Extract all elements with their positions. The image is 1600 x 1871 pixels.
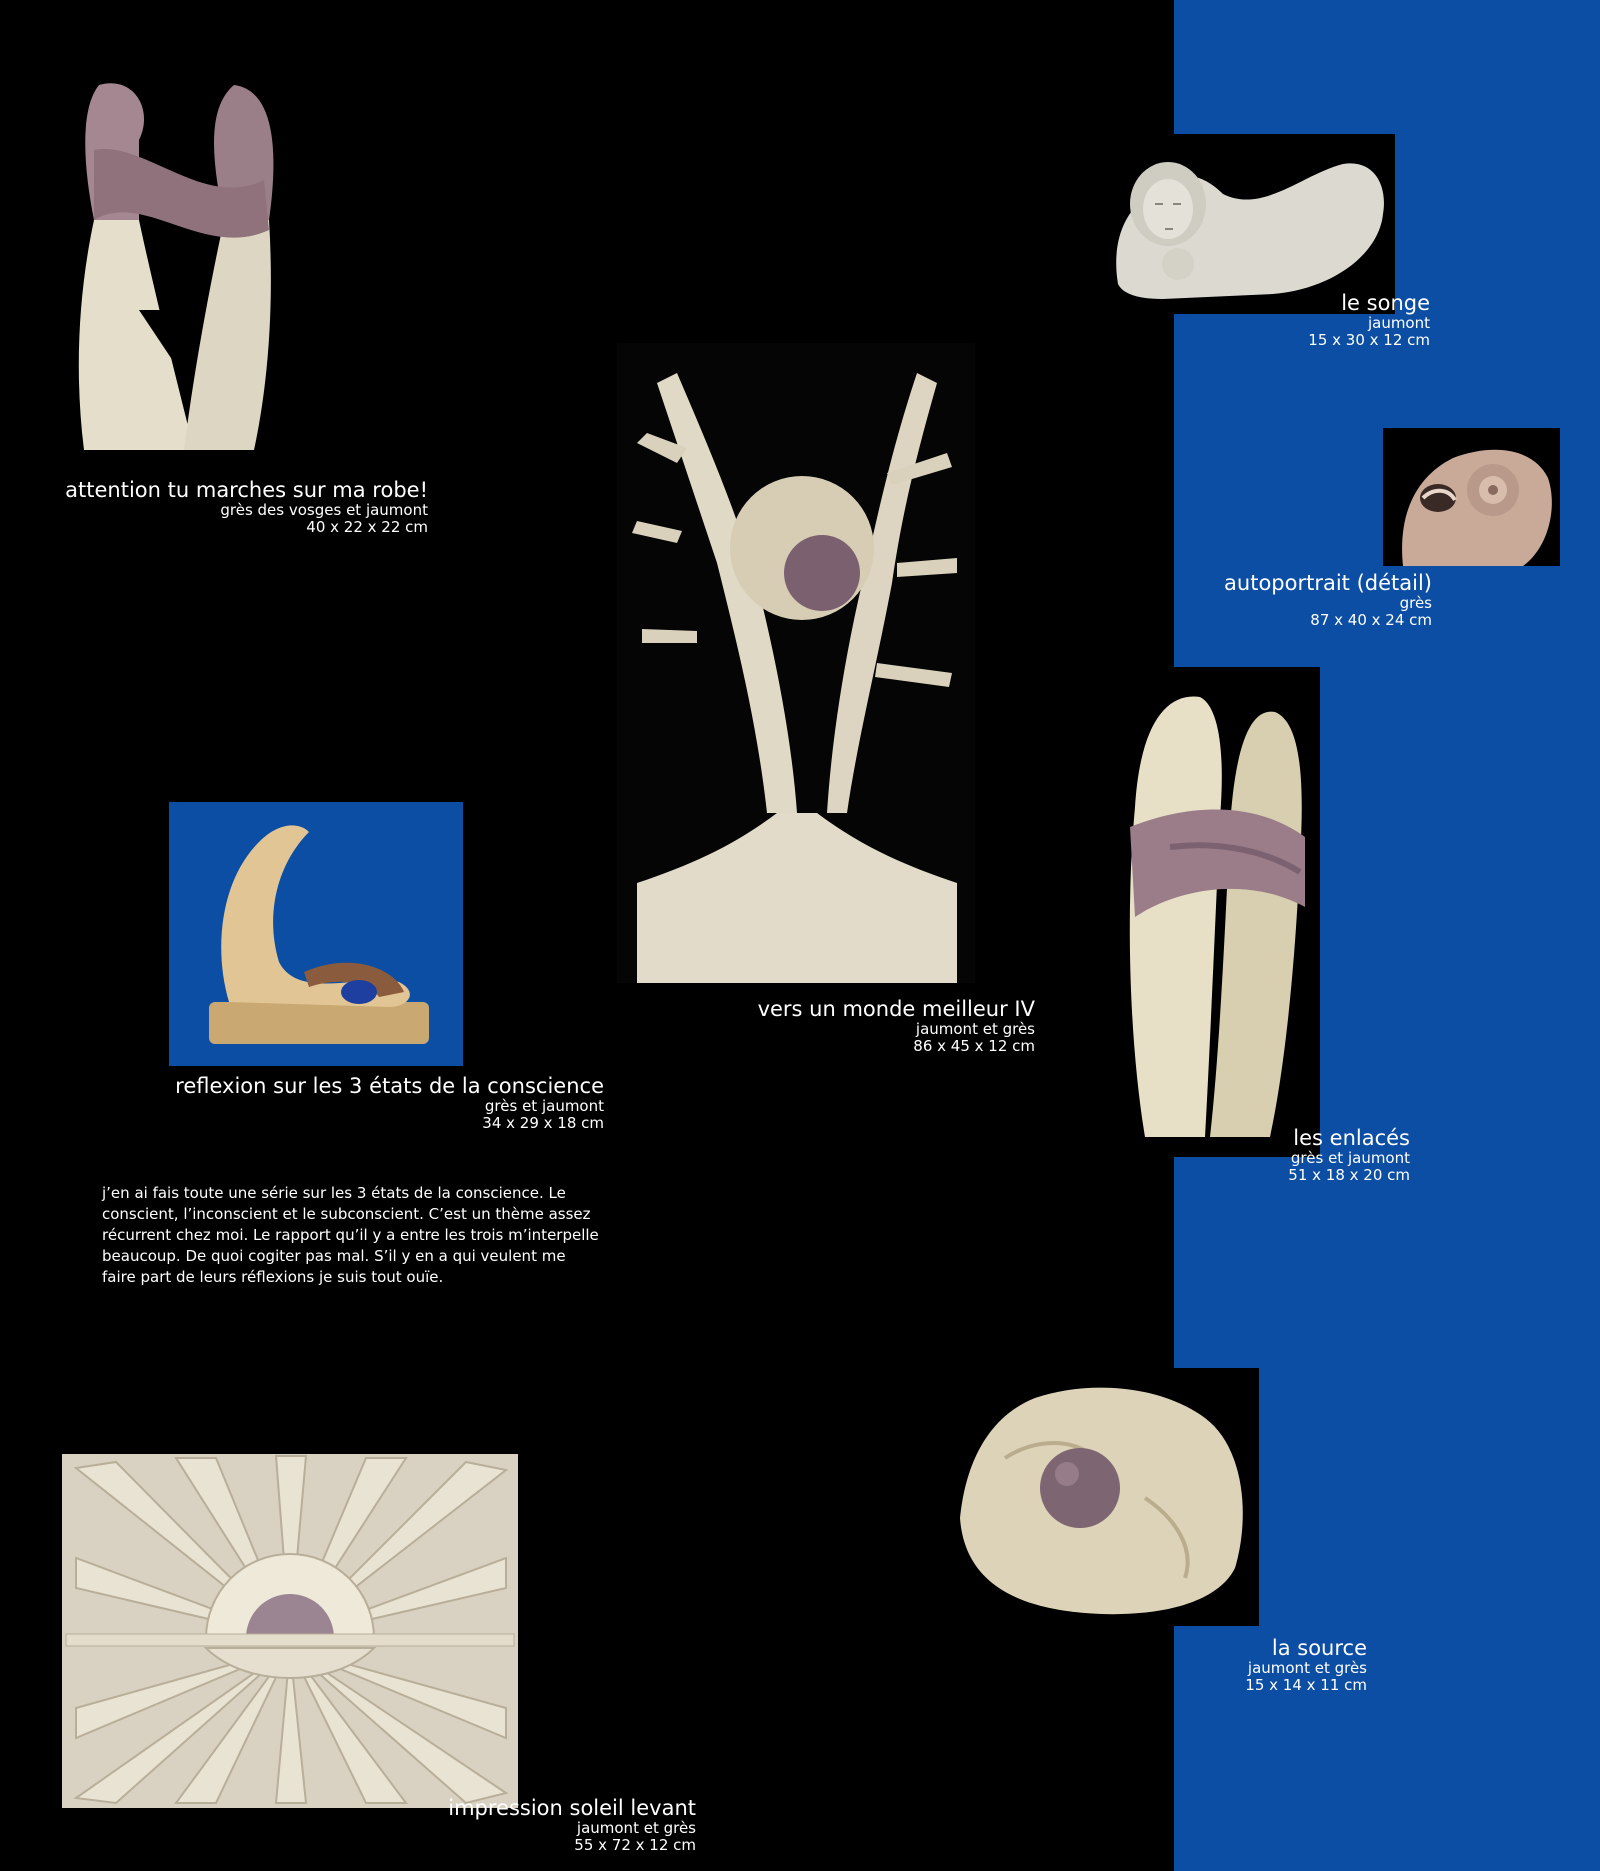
sculpture-photo-songe[interactable] [1103,134,1395,314]
artwork-material: grès et jaumont [1290,1149,1410,1168]
artwork-material: grès et jaumont [484,1097,604,1116]
series-description: j’en ai fais toute une série sur les 3 états de la conscience. Le conscient, l’inconscient et le subconscient. C’est un thème assez récurrent chez moi. Le rapport qu’il y a entre les trois m’interpelle beaucoup. De quoi cogiter pas mal. S’il y en a qui veulent me faire part de leurs réflexions je suis tout ouïe. [102,1184,599,1286]
artwork-title: reflexion sur les 3 états de la conscience [175,1074,604,1098]
artwork-material: jaumont et grès [1247,1659,1367,1678]
artwork-dimensions: 55 x 72 x 12 cm [574,1836,696,1855]
sculpture-photo-enlaces[interactable] [1110,667,1320,1157]
tree-relief-image [617,343,975,983]
artwork-title: attention tu marches sur ma robe! [65,478,428,502]
artwork-dimensions: 15 x 30 x 12 cm [1308,331,1430,350]
caption-reflexion [175,1074,604,1133]
caption-monde-meilleur [758,997,1035,1056]
sculpture-photo-monde-meilleur[interactable] [617,343,975,983]
caption-enlaces [1288,1126,1410,1185]
artwork-title: la source [1271,1636,1367,1660]
sculpture-photo-source[interactable] [945,1368,1259,1626]
stone-with-sphere-image [945,1368,1259,1626]
artwork-material: jaumont et grès [576,1819,696,1838]
artwork-material: grès [1399,594,1432,613]
artwork-title: vers un monde meilleur IV [757,997,1035,1021]
sculpture-photo-soleil-levant[interactable] [56,1448,524,1814]
reclining-figure-image [1103,134,1395,314]
caption-source [1245,1636,1367,1695]
caption-robe [65,478,428,537]
artwork-dimensions: 40 x 22 x 22 cm [306,518,428,537]
embracing-couple-image [1110,667,1320,1157]
face-detail-image [1383,428,1560,566]
artwork-dimensions: 87 x 40 x 24 cm [1310,611,1432,630]
caption-songe [1308,291,1430,350]
artwork-title: autoportrait (détail) [1224,571,1432,595]
artwork-title: le songe [1341,291,1430,315]
artwork-dimensions: 34 x 29 x 18 cm [482,1114,604,1133]
artwork-title: impression soleil levant [448,1796,696,1820]
sculpture-photo-reflexion[interactable] [169,802,463,1066]
curved-stone-image [169,802,463,1066]
caption-soleil-levant [448,1796,696,1855]
artwork-material: jaumont [1367,314,1430,333]
artwork-dimensions: 51 x 18 x 20 cm [1288,1166,1410,1185]
caption-autoportrait [1224,571,1432,630]
artwork-dimensions: 86 x 45 x 12 cm [913,1037,1035,1056]
sculpture-photo-robe[interactable] [44,70,304,450]
rising-sun-relief-image [56,1448,524,1814]
artwork-dimensions: 15 x 14 x 11 cm [1245,1676,1367,1695]
sculpture-photo-autoportrait[interactable] [1383,428,1560,566]
artwork-material: jaumont et grès [915,1020,1035,1039]
artwork-material: grès des vosges et jaumont [220,501,428,520]
artwork-title: les enlacés [1293,1126,1410,1150]
embracing-figures-image [44,70,304,450]
